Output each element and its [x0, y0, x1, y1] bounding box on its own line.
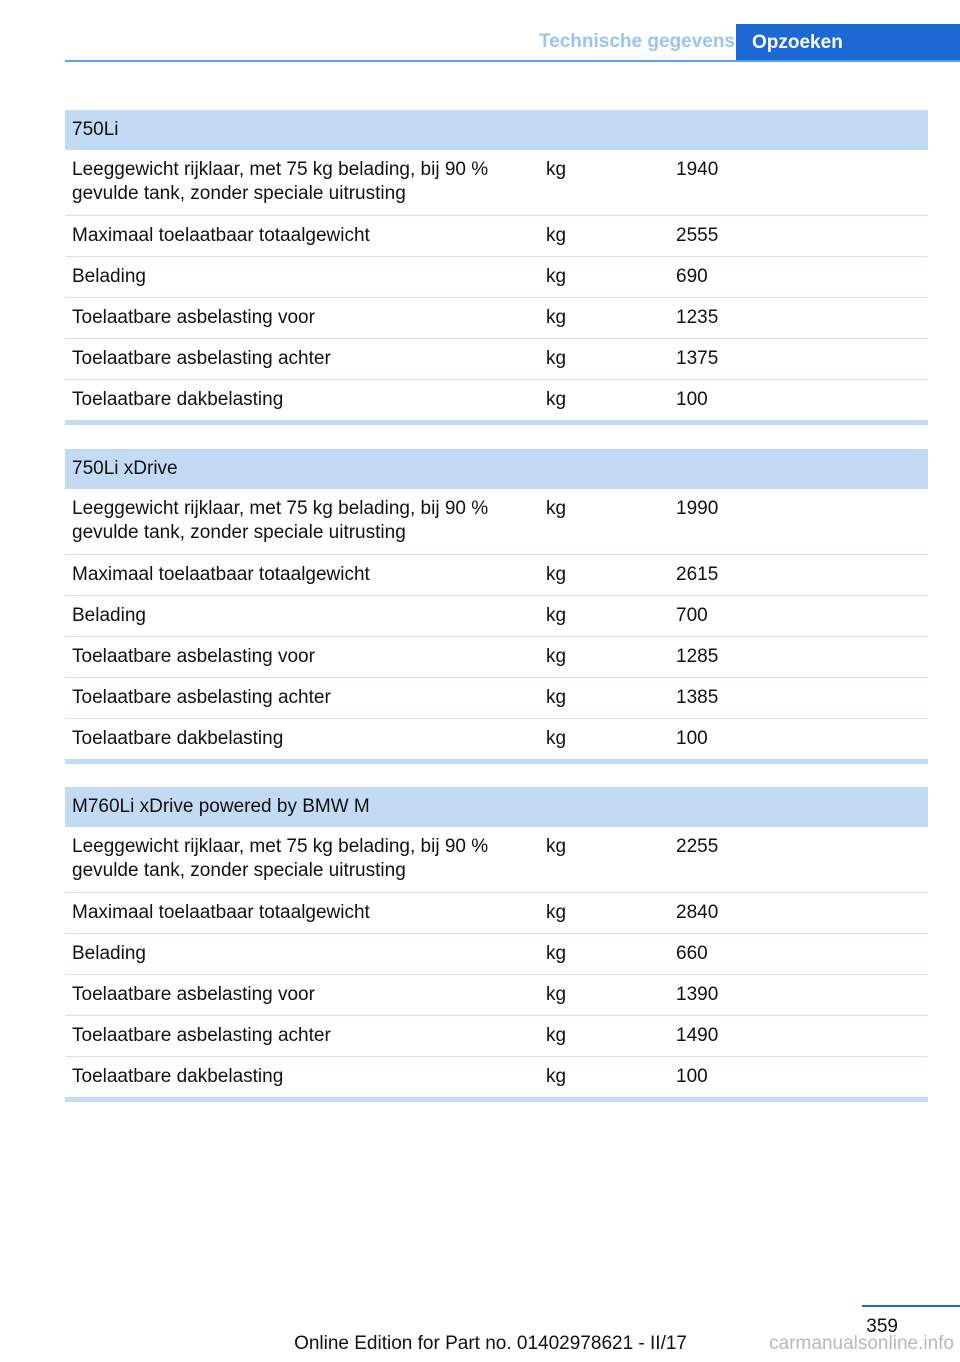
row-value: 100	[669, 379, 928, 422]
edition-note: Online Edition for Part no. 01402978621 - II/17	[294, 1333, 687, 1354]
row-unit: kg	[539, 554, 669, 595]
row-label: Toelaatbare asbelasting achter	[65, 338, 539, 379]
table-row	[65, 215, 928, 256]
row-unit: kg	[539, 974, 669, 1015]
row-unit: kg	[539, 338, 669, 379]
table-row	[65, 1056, 928, 1099]
page-header	[65, 24, 960, 62]
row-value: 1235	[669, 297, 928, 338]
table-title-row	[65, 449, 928, 489]
row-value: 100	[669, 718, 928, 761]
footer-rule	[862, 1305, 960, 1307]
row-label: Belading	[65, 256, 539, 297]
table-row	[65, 595, 928, 636]
table-title: 750Li xDrive	[65, 449, 928, 489]
row-unit: kg	[539, 1056, 669, 1099]
row-label: Toelaatbare asbelasting voor	[65, 297, 539, 338]
row-unit: kg	[539, 297, 669, 338]
table-row	[65, 974, 928, 1015]
table-row	[65, 256, 928, 297]
table-row	[65, 338, 928, 379]
row-label: Toelaatbare dakbelasting	[65, 1056, 539, 1099]
row-label: Toelaatbare dakbelasting	[65, 379, 539, 422]
row-label: Leeggewicht rijklaar, met 75 kg belading, bij 90 % gevulde tank, zonder speciale uitrusting	[65, 489, 539, 554]
row-value: 1990	[669, 489, 928, 554]
row-label: Leeggewicht rijklaar, met 75 kg belading, bij 90 % gevulde tank, zonder speciale uitrusting	[65, 827, 539, 892]
row-label: Belading	[65, 595, 539, 636]
table-row	[65, 677, 928, 718]
row-unit: kg	[539, 827, 669, 892]
table-row	[65, 827, 928, 892]
watermark: carmanualsonline.info	[769, 1333, 954, 1354]
row-label: Maximaal toelaatbaar totaalgewicht	[65, 554, 539, 595]
row-unit: kg	[539, 379, 669, 422]
row-unit: kg	[539, 636, 669, 677]
row-label: Toelaatbare asbelasting achter	[65, 677, 539, 718]
row-label: Toelaatbare dakbelasting	[65, 718, 539, 761]
row-unit: kg	[539, 256, 669, 297]
row-unit: kg	[539, 677, 669, 718]
row-unit: kg	[539, 489, 669, 554]
table-title-row	[65, 787, 928, 827]
row-unit: kg	[539, 718, 669, 761]
header-rule	[65, 60, 960, 62]
row-label: Maximaal toelaatbaar totaalgewicht	[65, 892, 539, 933]
row-label: Leeggewicht rijklaar, met 75 kg belading, bij 90 % gevulde tank, zonder speciale uitrusting	[65, 150, 539, 215]
table-title: 750Li	[65, 110, 928, 150]
table-row	[65, 554, 928, 595]
row-value: 1490	[669, 1015, 928, 1056]
row-label: Maximaal toelaatbaar totaalgewicht	[65, 215, 539, 256]
row-label: Toelaatbare asbelasting achter	[65, 1015, 539, 1056]
row-unit: kg	[539, 1015, 669, 1056]
row-value: 1940	[669, 150, 928, 215]
row-value: 690	[669, 256, 928, 297]
table-row	[65, 297, 928, 338]
row-unit: kg	[539, 595, 669, 636]
row-value: 1375	[669, 338, 928, 379]
table-title-row	[65, 110, 928, 150]
table-title: M760Li xDrive powered by BMW M	[65, 787, 928, 827]
header-tab-opzoeken[interactable]: Opzoeken	[736, 24, 960, 62]
table-row	[65, 489, 928, 554]
row-value: 100	[669, 1056, 928, 1099]
row-unit: kg	[539, 215, 669, 256]
row-value: 2255	[669, 827, 928, 892]
spec-table-750li-xdrive	[65, 449, 928, 764]
row-unit: kg	[539, 933, 669, 974]
spec-table-m760li-xdrive	[65, 787, 928, 1102]
row-label: Toelaatbare asbelasting voor	[65, 974, 539, 1015]
table-row	[65, 636, 928, 677]
row-value: 2615	[669, 554, 928, 595]
row-unit: kg	[539, 150, 669, 215]
spec-table-750li	[65, 110, 928, 425]
row-label: Toelaatbare asbelasting voor	[65, 636, 539, 677]
row-value: 700	[669, 595, 928, 636]
header-section-title[interactable]: Technische gegevens	[538, 31, 735, 52]
table-row	[65, 150, 928, 215]
table-row	[65, 718, 928, 761]
page-number: 359	[866, 1316, 898, 1337]
table-row	[65, 1015, 928, 1056]
row-label: Belading	[65, 933, 539, 974]
table-row	[65, 379, 928, 422]
row-value: 2555	[669, 215, 928, 256]
row-value: 2840	[669, 892, 928, 933]
table-row	[65, 892, 928, 933]
table-row	[65, 933, 928, 974]
row-unit: kg	[539, 892, 669, 933]
row-value: 1385	[669, 677, 928, 718]
row-value: 1390	[669, 974, 928, 1015]
row-value: 1285	[669, 636, 928, 677]
row-value: 660	[669, 933, 928, 974]
